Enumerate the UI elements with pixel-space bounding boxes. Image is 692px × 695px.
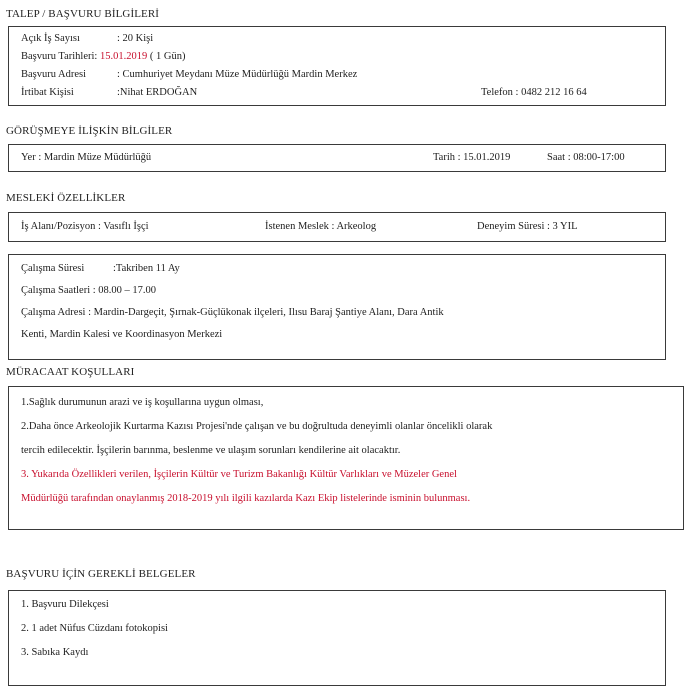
muracaat-box — [8, 386, 684, 530]
belgeler-box — [8, 590, 666, 686]
acik-is-label: Açık İş Sayısı — [21, 33, 80, 44]
basvuru-adres-label: Başvuru Adresi — [21, 69, 87, 80]
acik-is-value: : 20 Kişi — [117, 33, 154, 44]
talep-section-title: TALEP / BAŞVURU BİLGİLERİ — [6, 8, 160, 20]
telefon-text: Telefon : 0482 212 16 64 — [481, 87, 587, 98]
gorusme-yer: Yer : Mardin Müze Müdürlüğü — [21, 152, 152, 163]
basvuru-tarih-value: 15.01.2019 — [99, 51, 148, 62]
is-alani: İş Alanı/Pozisyon : Vasıflı İşçi — [21, 221, 149, 232]
calisma-adres-line2: Kenti, Mardin Kalesi ve Koordinasyon Merkezi — [21, 329, 223, 340]
basvuru-adres-value: : Cumhuriyet Meydanı Müze Müdürlüğü Mardin Merkez — [117, 69, 358, 80]
talep-box — [8, 26, 666, 106]
belgeler-section-title: BAŞVURU İÇİN GEREKLİ BELGELER — [6, 568, 196, 580]
muracaat-section-title: MÜRACAAT KOŞULLARI — [6, 366, 135, 378]
muracaat-item-3-line2: Müdürlüğü tarafından onaylanmış 2018-2019 yılı ilgili kazılarda Kazı Ekip listelerinde isminin bulunması. — [21, 493, 471, 504]
belge-item-2: 2. 1 adet Nüfus Cüzdanı fotokopisi — [21, 623, 168, 634]
muracaat-item-3-line1: 3. Yukarıda Özellikleri verilen, İşçilerin Kültür ve Turizm Bakanlığı Kültür Varlıkları ve Müzeler Genel — [21, 469, 457, 480]
gorusme-tarih: Tarih : 15.01.2019 — [433, 152, 511, 163]
muracaat-item-2-line1: 2.Daha önce Arkeolojik Kurtarma Kazısı Projesi'nde çalışan ve bu doğrultuda deneyimli olanlar öncelikli olarak — [21, 421, 493, 432]
istenen-meslek: İstenen Meslek : Arkeolog — [265, 221, 377, 232]
basvuru-tarih-suffix: ( 1 Gün) — [149, 51, 186, 62]
irtibat-value: :Nihat ERDOĞAN — [117, 87, 198, 98]
gorusme-saat: Saat : 08:00-17:00 — [547, 152, 625, 163]
basvuru-tarih-row — [21, 51, 185, 62]
calisma-saat: Çalışma Saatleri : 08.00 – 17.00 — [21, 285, 157, 296]
calisma-sure-row — [21, 263, 180, 274]
muracaat-item-1: 1.Sağlık durumunun arazi ve iş koşullarına uygun olması, — [21, 397, 264, 408]
calisma-sure-label: Çalışma Süresi — [21, 263, 85, 274]
gorusme-section-title: GÖRÜŞMEYE İLİŞKİN BİLGİLER — [6, 125, 173, 137]
acik-is-row — [21, 33, 153, 44]
calisma-box — [8, 254, 666, 360]
irtibat-row — [21, 87, 197, 98]
basvuru-adres-row — [21, 69, 357, 80]
gorusme-box — [8, 144, 666, 172]
calisma-adres-line1: Çalışma Adresi : Mardin-Dargeçit, Şırnak-Güçlükonak ilçeleri, Ilısu Baraj Şantiye Alanı, Dara Antik — [21, 307, 444, 318]
calisma-sure-value: :Takriben 11 Ay — [113, 263, 180, 274]
muracaat-item-2-line2: tercih edilecektir. İşçilerin barınma, beslenme ve ulaşım sorunları kendilerine ait olacaktır. — [21, 445, 401, 456]
belge-item-3: 3. Sabıka Kaydı — [21, 647, 89, 658]
deneyim-suresi: Deneyim Süresi : 3 YIL — [477, 221, 578, 232]
irtibat-label: İrtibat Kişisi — [21, 87, 74, 98]
mesleki-box — [8, 212, 666, 242]
basvuru-tarih-label: Başvuru Tarihleri: — [21, 51, 98, 62]
mesleki-section-title: MESLEKİ ÖZELLİKLER — [6, 192, 126, 204]
belge-item-1: 1. Başvuru Dilekçesi — [21, 599, 109, 610]
